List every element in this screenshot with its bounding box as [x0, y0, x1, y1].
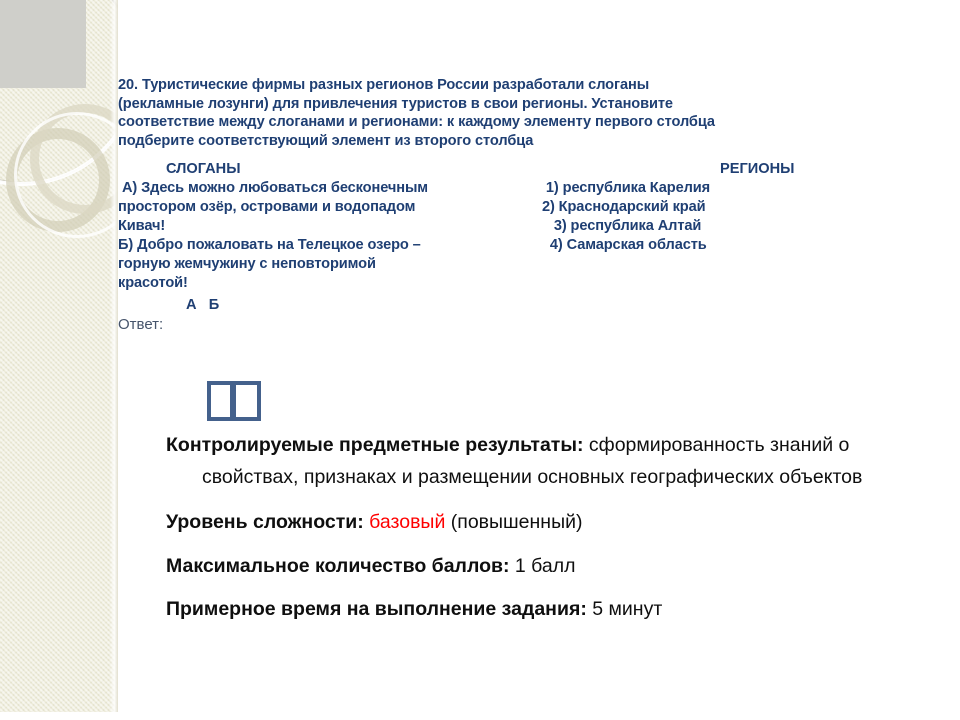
answer-label: Ответ: — [118, 316, 164, 333]
sidebar-edge-highlight — [110, 0, 118, 712]
info-results — [166, 430, 926, 493]
info-results-value: сформированность знаний о свойствах, признаках и размещении основных географических объектов — [202, 434, 863, 488]
decorative-sidebar — [0, 0, 118, 712]
info-points-value: 1 балл — [509, 554, 576, 577]
region-item-1: 1) республика Карелия — [538, 180, 711, 196]
region-item-3: 3) республика Алтай — [538, 218, 702, 234]
answer-box-a[interactable] — [207, 381, 234, 421]
column-slogans-header: СЛОГАНЫ — [166, 161, 241, 177]
question-text-block — [118, 76, 818, 150]
question-line-2: (рекламные лозунги) для привлечения туристов в свои регионы. Установите — [118, 95, 673, 112]
info-time-value: 5 минут — [586, 598, 663, 620]
slogan-line-1: А) Здесь можно любоваться бесконечным — [118, 180, 429, 196]
matching-columns — [118, 160, 933, 310]
question-line-4: подберите соответствующий элемент из второго столбца — [118, 132, 534, 149]
answer-boxes — [207, 381, 261, 421]
question-line-3: соответствие между слоганами и регионами: к каждому элементу первого столбца — [118, 114, 715, 131]
info-time — [166, 594, 926, 626]
column-slogans — [118, 160, 538, 293]
slogan-line-3: Кивач! — [118, 218, 166, 234]
column-regions-header: РЕГИОНЫ — [720, 161, 795, 177]
answer-column-headers: А Б — [186, 297, 220, 313]
slogan-line-4: Б) Добро пожаловать на Телецкое озеро – — [118, 237, 421, 253]
question-line-1: 20. Туристические фирмы разных регионов России разработали слоганы — [118, 77, 650, 93]
slogan-line-5: горную жемчужину с неповторимой — [118, 256, 376, 272]
info-results-label: Контролируемые предметные результаты: — [166, 434, 584, 456]
info-points — [166, 551, 926, 583]
info-level — [166, 507, 926, 539]
info-points-label: Максимальное количество баллов: — [166, 554, 510, 577]
column-regions — [538, 160, 933, 255]
answer-box-b[interactable] — [234, 381, 261, 421]
slogan-line-2: простором озёр, островами и водопадом — [118, 199, 416, 215]
region-item-4: 4) Самарская область — [538, 237, 707, 253]
info-block — [166, 430, 926, 638]
region-item-2: 2) Краснодарский край — [538, 199, 706, 215]
info-level-rest: (повышенный) — [450, 511, 583, 533]
info-level-highlight: базовый — [369, 511, 446, 533]
info-time-label: Примерное время на выполнение задания: — [166, 598, 587, 620]
slogan-line-6: красотой! — [118, 275, 188, 291]
info-level-label: Уровень сложности: — [166, 511, 364, 533]
